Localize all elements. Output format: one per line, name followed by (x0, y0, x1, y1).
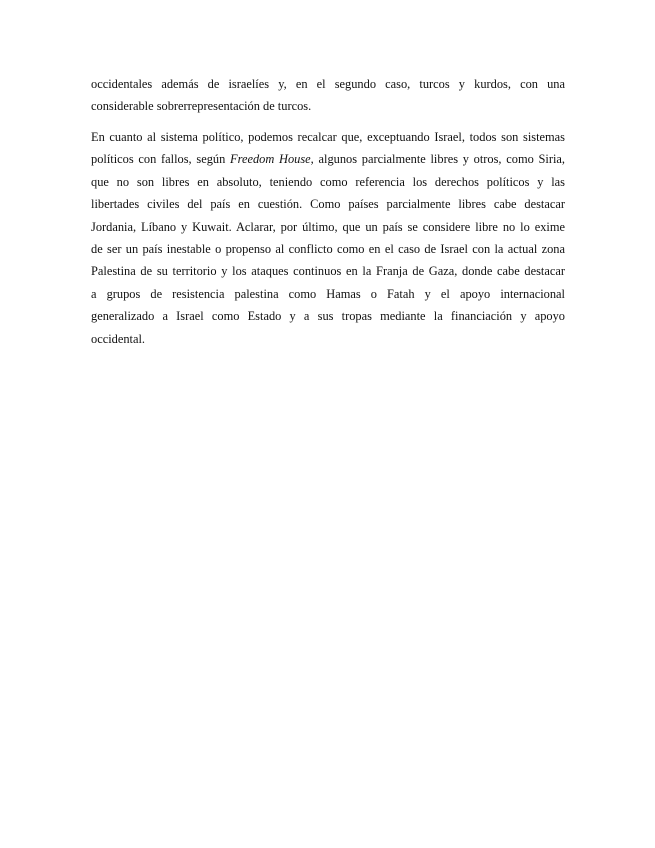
paragraph-line: considerable sobrerrepresentación de turcos. (91, 99, 312, 114)
paragraph-line-with-italic (91, 148, 565, 170)
paragraph-line: Jordania, Líbano y Kuwait. Aclarar, por último, que un país se considere libre no lo exime (91, 219, 565, 234)
paragraph-line: occidentales además de israelíes y, en el segundo caso, turcos y kurdos, con una (91, 77, 565, 91)
paragraph-line-start: políticos con fallos, según (91, 152, 231, 167)
paragraph-line: libertades civiles del país en cuestión. Como países parcialmente libres cabe destacar (91, 197, 565, 212)
freedom-house-italic: Freedom House, (230, 152, 314, 167)
paragraph-1 (91, 73, 565, 118)
paragraph-line: generalizado a Israel como Estado y a sus tropas mediante la financiación y apoyo (91, 309, 565, 324)
paragraph-line: que no son libres en absoluto, teniendo como referencia los derechos políticos y las (91, 174, 565, 189)
paragraph-line: a grupos de resistencia palestina como Hamas o Fatah y el apoyo internacional (91, 286, 565, 301)
paragraph-2 (91, 126, 565, 350)
paragraph-line-end: algunos parcialmente libres y otros, como Siria, (313, 152, 566, 167)
paragraph-line: En cuanto al sistema político, podemos recalcar que, exceptuando Israel, todos son sistemas (91, 130, 565, 144)
paragraph-line: de ser un país inestable o propenso al conflicto como en el caso de Israel con la actual zona (91, 241, 565, 256)
paragraph-line: occidental. (91, 331, 146, 346)
paragraph-line: Palestina de su territorio y los ataques continuos en la Franja de Gaza, donde cabe destacar (91, 264, 565, 279)
